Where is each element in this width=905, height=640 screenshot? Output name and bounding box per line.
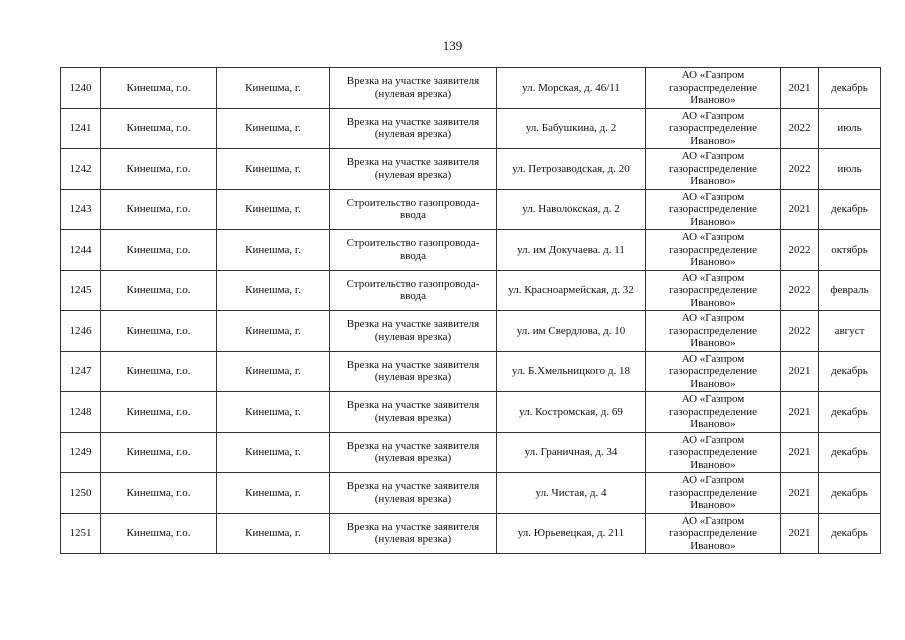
organization-cell-line: газораспределение <box>668 365 758 377</box>
table-row <box>61 432 881 473</box>
month-cell: декабрь <box>819 392 881 433</box>
month-cell: июль <box>819 108 881 149</box>
table-row <box>61 351 881 392</box>
row-number-cell: 1245 <box>61 270 101 311</box>
year-cell: 2021 <box>781 473 819 514</box>
work-type-cell-line: (нулевая врезка) <box>374 87 452 100</box>
address-cell: ул. им Докучаева. д. 11 <box>497 230 646 271</box>
locality-cell: Кинешма, г. <box>217 513 330 554</box>
organization-cell <box>646 392 781 433</box>
organization-cell <box>646 311 781 352</box>
organization-cell <box>646 513 781 554</box>
work-type-cell <box>330 432 497 473</box>
organization-cell-line: Иваново» <box>690 337 736 349</box>
work-type-cell-line: Врезка на участке заявителя <box>346 399 480 412</box>
organization-cell-line: газораспределение <box>668 122 758 134</box>
locality-cell: Кинешма, г. <box>217 432 330 473</box>
organization-cell-line: АО «Газпром <box>681 352 745 365</box>
row-number-cell: 1247 <box>61 351 101 392</box>
work-type-cell-line: Врезка на участке заявителя <box>346 439 480 452</box>
work-type-cell <box>330 513 497 554</box>
work-type-cell-line: (нулевая врезка) <box>374 452 452 465</box>
year-cell: 2022 <box>781 108 819 149</box>
work-type-cell-line: Строительство газопровода- <box>346 237 480 250</box>
address-cell: ул. Морская, д. 46/11 <box>497 68 646 109</box>
work-type-cell-line: (нулевая врезка) <box>374 411 452 424</box>
organization-cell-line: газораспределение <box>668 324 758 337</box>
address-cell: ул. Петрозаводская, д. 20 <box>497 149 646 190</box>
work-type-cell <box>330 473 497 514</box>
year-cell: 2021 <box>781 513 819 554</box>
organization-cell <box>646 432 781 473</box>
table-row <box>61 189 881 230</box>
organization-cell-line: Иваново» <box>690 296 736 309</box>
locality-cell: Кинешма, г. <box>217 392 330 433</box>
year-cell: 2021 <box>781 351 819 392</box>
page-number: 139 <box>442 38 463 53</box>
row-number-cell: 1251 <box>61 513 101 554</box>
work-type-cell <box>330 230 497 271</box>
work-type-cell-line: Врезка на участке заявителя <box>346 156 480 169</box>
work-type-cell-line: (нулевая врезка) <box>374 128 452 141</box>
month-cell: октябрь <box>819 230 881 271</box>
table-row <box>61 230 881 271</box>
organization-cell <box>646 270 781 311</box>
address-cell: ул. Чистая, д. 4 <box>497 473 646 514</box>
organization-cell <box>646 230 781 271</box>
organization-cell-line: газораспределение <box>668 527 758 539</box>
organization-cell-line: Иваново» <box>690 134 736 147</box>
table-row <box>61 473 881 514</box>
municipality-cell: Кинешма, г.о. <box>101 311 217 352</box>
locality-cell: Кинешма, г. <box>217 351 330 392</box>
organization-cell-line: АО «Газпром <box>681 231 745 243</box>
organization-cell-line: Иваново» <box>690 458 736 471</box>
locality-cell: Кинешма, г. <box>217 108 330 149</box>
organization-cell-line: газораспределение <box>668 243 758 256</box>
address-cell: ул. Граничная, д. 34 <box>497 432 646 473</box>
work-type-cell-line: Врезка на участке заявителя <box>346 520 480 533</box>
municipality-cell: Кинешма, г.о. <box>101 351 217 392</box>
row-number-cell: 1241 <box>61 108 101 149</box>
year-cell: 2021 <box>781 392 819 433</box>
month-cell: декабрь <box>819 351 881 392</box>
organization-cell-line: газораспределение <box>668 446 758 458</box>
organization-cell <box>646 351 781 392</box>
month-cell: декабрь <box>819 189 881 230</box>
organization-cell-line: АО «Газпром <box>681 393 745 405</box>
year-cell: 2022 <box>781 230 819 271</box>
municipality-cell: Кинешма, г.о. <box>101 392 217 433</box>
work-type-cell-line: Врезка на участке заявителя <box>346 480 480 493</box>
work-type-cell-line: (нулевая врезка) <box>374 330 452 343</box>
locality-cell: Кинешма, г. <box>217 68 330 109</box>
row-number-cell: 1250 <box>61 473 101 514</box>
organization-cell-line: Иваново» <box>690 94 736 106</box>
address-cell: ул. Юрьевецкая, д. 211 <box>497 513 646 554</box>
work-type-cell-line: ввода <box>400 209 426 222</box>
work-type-cell-line: Строительство газопровода- <box>346 277 480 290</box>
table-row <box>61 270 881 311</box>
organization-cell-line: Иваново» <box>690 418 736 430</box>
organization-cell-line: АО «Газпром <box>681 433 745 446</box>
month-cell: август <box>819 311 881 352</box>
year-cell: 2022 <box>781 270 819 311</box>
table-row <box>61 392 881 433</box>
work-type-cell-line: (нулевая врезка) <box>374 533 452 546</box>
work-type-cell-line: Врезка на участке заявителя <box>346 115 480 128</box>
locality-cell: Кинешма, г. <box>217 473 330 514</box>
organization-cell-line: АО «Газпром <box>681 514 745 527</box>
organization-cell <box>646 189 781 230</box>
work-type-cell-line: (нулевая врезка) <box>374 168 452 181</box>
work-type-cell-line: Врезка на участке заявителя <box>346 358 480 371</box>
organization-cell-line: АО «Газпром <box>681 271 745 284</box>
work-type-cell <box>330 108 497 149</box>
organization-cell-line: Иваново» <box>690 175 736 187</box>
row-number-cell: 1243 <box>61 189 101 230</box>
year-cell: 2021 <box>781 68 819 109</box>
locality-cell: Кинешма, г. <box>217 230 330 271</box>
year-cell: 2022 <box>781 149 819 190</box>
organization-cell <box>646 68 781 109</box>
organization-cell <box>646 108 781 149</box>
locality-cell: Кинешма, г. <box>217 189 330 230</box>
organization-cell <box>646 473 781 514</box>
table-row <box>61 513 881 554</box>
locality-cell: Кинешма, г. <box>217 270 330 311</box>
address-cell: ул. Бабушкина, д. 2 <box>497 108 646 149</box>
organization-cell-line: Иваново» <box>690 539 736 552</box>
municipality-cell: Кинешма, г.о. <box>101 149 217 190</box>
month-cell: декабрь <box>819 68 881 109</box>
row-number-cell: 1246 <box>61 311 101 352</box>
organization-cell-line: АО «Газпром <box>681 69 745 81</box>
organization-cell-line: газораспределение <box>668 405 758 418</box>
work-type-cell-line: (нулевая врезка) <box>374 492 452 505</box>
organization-cell-line: Иваново» <box>690 377 736 390</box>
row-number-cell: 1244 <box>61 230 101 271</box>
work-type-cell-line: ввода <box>400 290 426 303</box>
row-number-cell: 1248 <box>61 392 101 433</box>
work-type-cell <box>330 311 497 352</box>
organization-cell-line: АО «Газпром <box>681 312 745 324</box>
locality-cell: Кинешма, г. <box>217 149 330 190</box>
organization-cell-line: газораспределение <box>668 284 758 296</box>
work-type-cell <box>330 189 497 230</box>
organization-cell-line: Иваново» <box>690 499 736 511</box>
municipality-cell: Кинешма, г.о. <box>101 108 217 149</box>
organization-cell-line: АО «Газпром <box>681 150 745 162</box>
organization-cell-line: АО «Газпром <box>681 474 745 486</box>
organization-cell-line: Иваново» <box>690 256 736 268</box>
municipality-cell: Кинешма, г.о. <box>101 189 217 230</box>
work-type-cell-line: Строительство газопровода- <box>346 196 480 209</box>
work-type-cell <box>330 270 497 311</box>
table-row <box>61 68 881 109</box>
row-number-cell: 1249 <box>61 432 101 473</box>
table-row <box>61 108 881 149</box>
work-type-cell-line: Врезка на участке заявителя <box>346 75 480 88</box>
table-row <box>61 149 881 190</box>
locality-cell: Кинешма, г. <box>217 311 330 352</box>
table-body <box>61 68 881 554</box>
address-cell: ул. им Свердлова, д. 10 <box>497 311 646 352</box>
organization-cell-line: Иваново» <box>690 215 736 228</box>
table-row <box>61 311 881 352</box>
month-cell: февраль <box>819 270 881 311</box>
municipality-cell: Кинешма, г.о. <box>101 270 217 311</box>
work-type-cell <box>330 392 497 433</box>
organization-cell-line: АО «Газпром <box>681 190 745 203</box>
municipality-cell: Кинешма, г.о. <box>101 230 217 271</box>
municipality-cell: Кинешма, г.о. <box>101 513 217 554</box>
year-cell: 2021 <box>781 432 819 473</box>
month-cell: июль <box>819 149 881 190</box>
organization-cell-line: АО «Газпром <box>681 109 745 122</box>
row-number-cell: 1242 <box>61 149 101 190</box>
municipality-cell: Кинешма, г.о. <box>101 473 217 514</box>
year-cell: 2022 <box>781 311 819 352</box>
month-cell: декабрь <box>819 432 881 473</box>
year-cell: 2021 <box>781 189 819 230</box>
work-type-cell-line: Врезка на участке заявителя <box>346 318 480 331</box>
municipality-cell: Кинешма, г.о. <box>101 68 217 109</box>
organization-cell-line: газораспределение <box>668 486 758 499</box>
gas-connection-table <box>60 67 881 554</box>
organization-cell-line: газораспределение <box>668 203 758 215</box>
month-cell: декабрь <box>819 473 881 514</box>
work-type-cell <box>330 68 497 109</box>
work-type-cell-line: ввода <box>400 249 426 262</box>
work-type-cell <box>330 149 497 190</box>
month-cell: декабрь <box>819 513 881 554</box>
work-type-cell <box>330 351 497 392</box>
address-cell: ул. Красноармейская, д. 32 <box>497 270 646 311</box>
address-cell: ул. Костромская, д. 69 <box>497 392 646 433</box>
address-cell: ул. Б.Хмельницкого д. 18 <box>497 351 646 392</box>
organization-cell <box>646 149 781 190</box>
organization-cell-line: газораспределение <box>668 81 758 94</box>
organization-cell-line: газораспределение <box>668 162 758 175</box>
address-cell: ул. Наволокская, д. 2 <box>497 189 646 230</box>
municipality-cell: Кинешма, г.о. <box>101 432 217 473</box>
work-type-cell-line: (нулевая врезка) <box>374 371 452 384</box>
row-number-cell: 1240 <box>61 68 101 109</box>
